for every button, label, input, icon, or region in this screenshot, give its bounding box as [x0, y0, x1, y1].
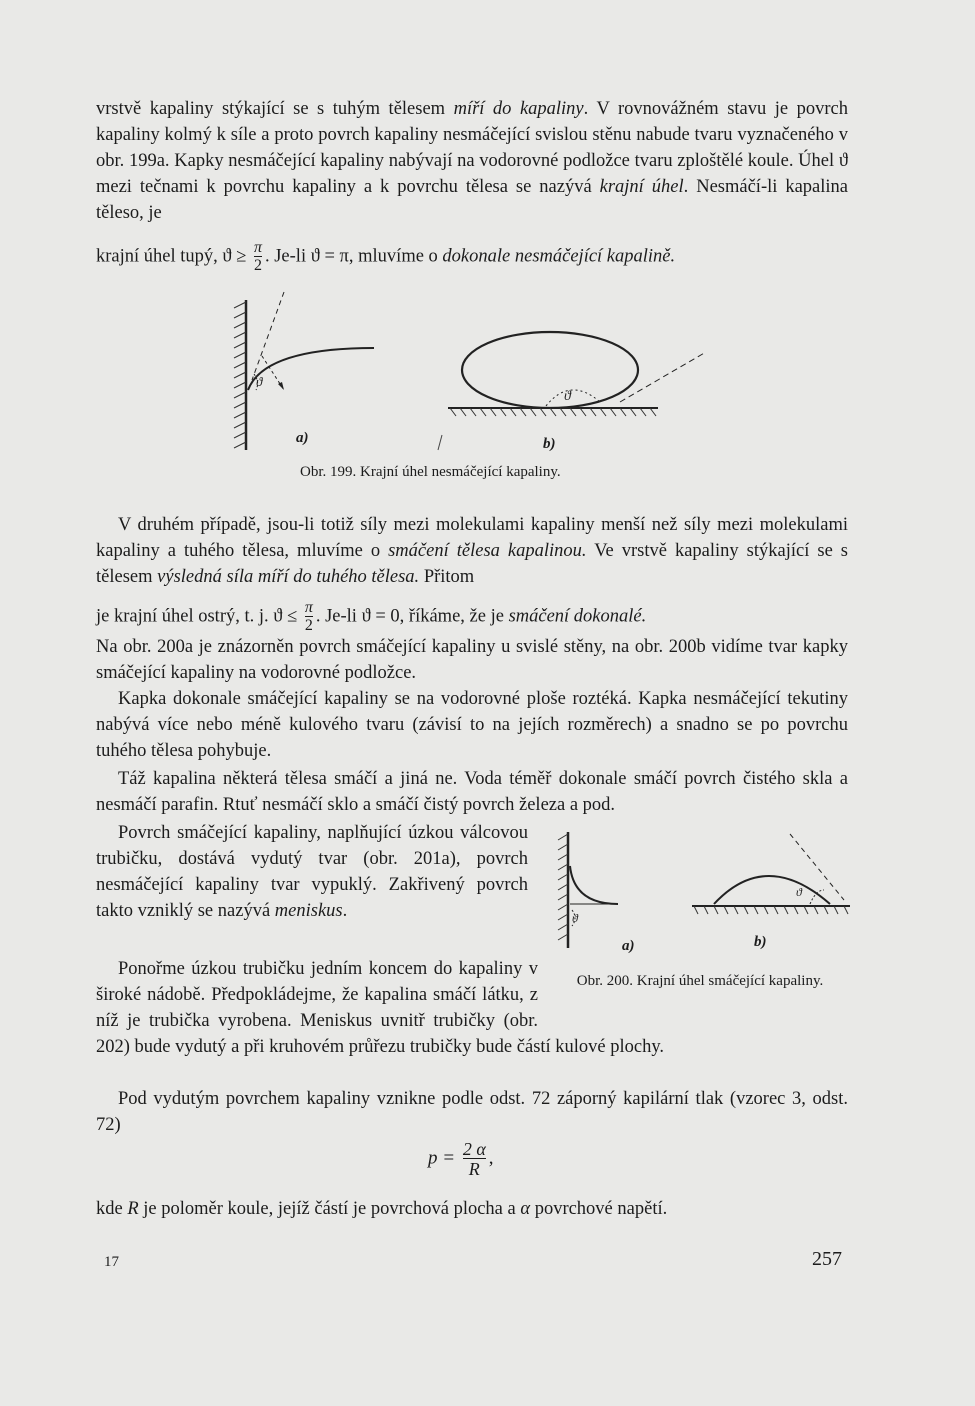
- term-dokonale-nesmacejici: dokonale nesmáčející kapalině.: [442, 246, 676, 267]
- paragraph-9: kde R je poloměr koule, jejíž částí je povrchová plocha a α povrchové napětí.: [96, 1199, 668, 1219]
- text-run: Přitom: [419, 567, 475, 587]
- term-meniskus: meniskus: [274, 901, 343, 921]
- paragraph-6: [96, 820, 528, 924]
- fig200-label-a: a): [622, 938, 635, 954]
- figure-wrap-space: [538, 956, 848, 1034]
- paragraph-4: Kapka dokonale smáčející kapaliny se na vodorovné ploše roztéká. Kapka nesmáčející tekutiny nabývá více nebo méně kulového tvaru (závisí to na jejích rozměrech) a snadno se po povrchu tuhého tělesa pohybuje.: [96, 689, 848, 761]
- text-run: krajní úhel tupý, ϑ ≥: [96, 246, 247, 267]
- fig199-label-a: a): [296, 430, 309, 446]
- theta-label-a: ϑ: [572, 911, 578, 925]
- text-run: Povrch smáčející kapaliny, naplňující úzkou válcovou trubičku, dostává vydutý tvar (obr. 201a), povrch nesmáčející kapaliny tvar vypuklý. Zakřivený povrch takto vzniklý se nazývá: [96, 823, 528, 921]
- text-run: Ve vrstvě kapaliny stýkající se s tělesem: [96, 541, 848, 587]
- paragraph-8: Pod vydutým povrchem kapaliny vznikne podle odst. 72 záporný kapilární tlak (vzorec 3, odst. 72): [96, 1089, 848, 1135]
- emphasis: míří do kapaliny: [453, 99, 584, 119]
- formula-fraction: $\frac{2 \alpha}{R}$: [462, 1139, 486, 1179]
- text-run: vrstvě kapaliny stýkající se s tuhým tělesem: [96, 99, 454, 119]
- theta-label-b: ϑ: [796, 885, 802, 899]
- fig199-caption: Obr. 199. Krajní úhel nesmáčející kapaliny.: [300, 464, 561, 480]
- emphasis: výsledná síla míří do tuhého tělesa.: [157, 567, 420, 587]
- paragraph-1: [96, 96, 848, 226]
- text-run: . Je-li ϑ = 0, říkáme, že je: [315, 606, 509, 627]
- fig200-label-b: b): [754, 934, 767, 950]
- formula-capillary-pressure: p = $\frac{2 \alpha}{R}$ ,: [428, 1139, 494, 1179]
- fraction-pi-over-2: $\frac{\pi}{2}$: [304, 599, 313, 634]
- paragraph-3: Na obr. 200a je znázorněn povrch smáčející kapaliny u svislé stěny, na obr. 200b vidíme tvar kapky smáčející kapaliny na vodorovné podložce.: [96, 637, 848, 683]
- term-smaceni: smáčení tělesa kapalinou.: [388, 541, 587, 561]
- text-run: . Je-li ϑ = π, mluvíme o: [264, 246, 443, 267]
- sheet-number: 17: [104, 1254, 119, 1270]
- text-run: . Nesmáčí-li kapalina těleso, je: [96, 177, 849, 223]
- fraction-pi-over-2: $\frac{\pi}{2}$: [253, 239, 262, 274]
- paragraph-5: Táž kapalina některá tělesa smáčí a jiná ne. Voda téměř dokonale smáčí povrch čistého skla a nesmáčí parafin. Rtuť nesmáčí sklo a smáčí čistý povrch železa a pod.: [96, 769, 848, 815]
- math-line-2: [96, 600, 848, 634]
- text-run: . V rovnovážném stavu je povrch kapaliny kolmý k síle a proto povrch kapaliny nesmáčející svislou stěnu nabude tvaru vyznačeného v obr. 199a. Kapky nesmáčející kapaliny nabývají na vodorovné podložce tvaru zploštělé koule. Úhel ϑ mezi tečnami k povrchu kapaliny a k povrchu tělesa se nazývá: [96, 99, 848, 197]
- text-run: .: [342, 901, 348, 921]
- math-line-1: [96, 240, 848, 274]
- page-number: 257: [812, 1248, 842, 1270]
- term-smaceni-dokonale: smáčení dokonalé.: [508, 606, 647, 627]
- fig199-label-b: b): [543, 436, 556, 452]
- text-run: Ponořme úzkou trubičku jedním koncem do kapaliny v široké nádobě. Předpokládejme, že kapalina smáčí látku, z níž je trubička vyrobena. Meniskus uvnitř trubičky (obr. 202) bude vydutý a při kruhovém průřezu trubičky bude částí kulové plochy.: [96, 959, 665, 1057]
- fig200-caption: Obr. 200. Krajní úhel smáčející kapaliny.: [576, 973, 824, 989]
- paragraph-2: [96, 512, 848, 590]
- formula-lhs: p =: [428, 1147, 456, 1169]
- theta-label-a: ϑ: [256, 374, 263, 389]
- term-krajni-uhel: krajní úhel: [599, 177, 684, 197]
- text-run: je krajní úhel ostrý, t. j. ϑ ≤: [96, 606, 298, 627]
- text-run: V druhém případě, jsou-li totiž síly mezi molekulami kapaliny menší než síly mezi molekulami kapaliny a tuhého tělesa, mluvíme o: [96, 515, 848, 561]
- theta-label-b: ϑ: [564, 389, 571, 404]
- figure-200-drawing: [548, 826, 858, 956]
